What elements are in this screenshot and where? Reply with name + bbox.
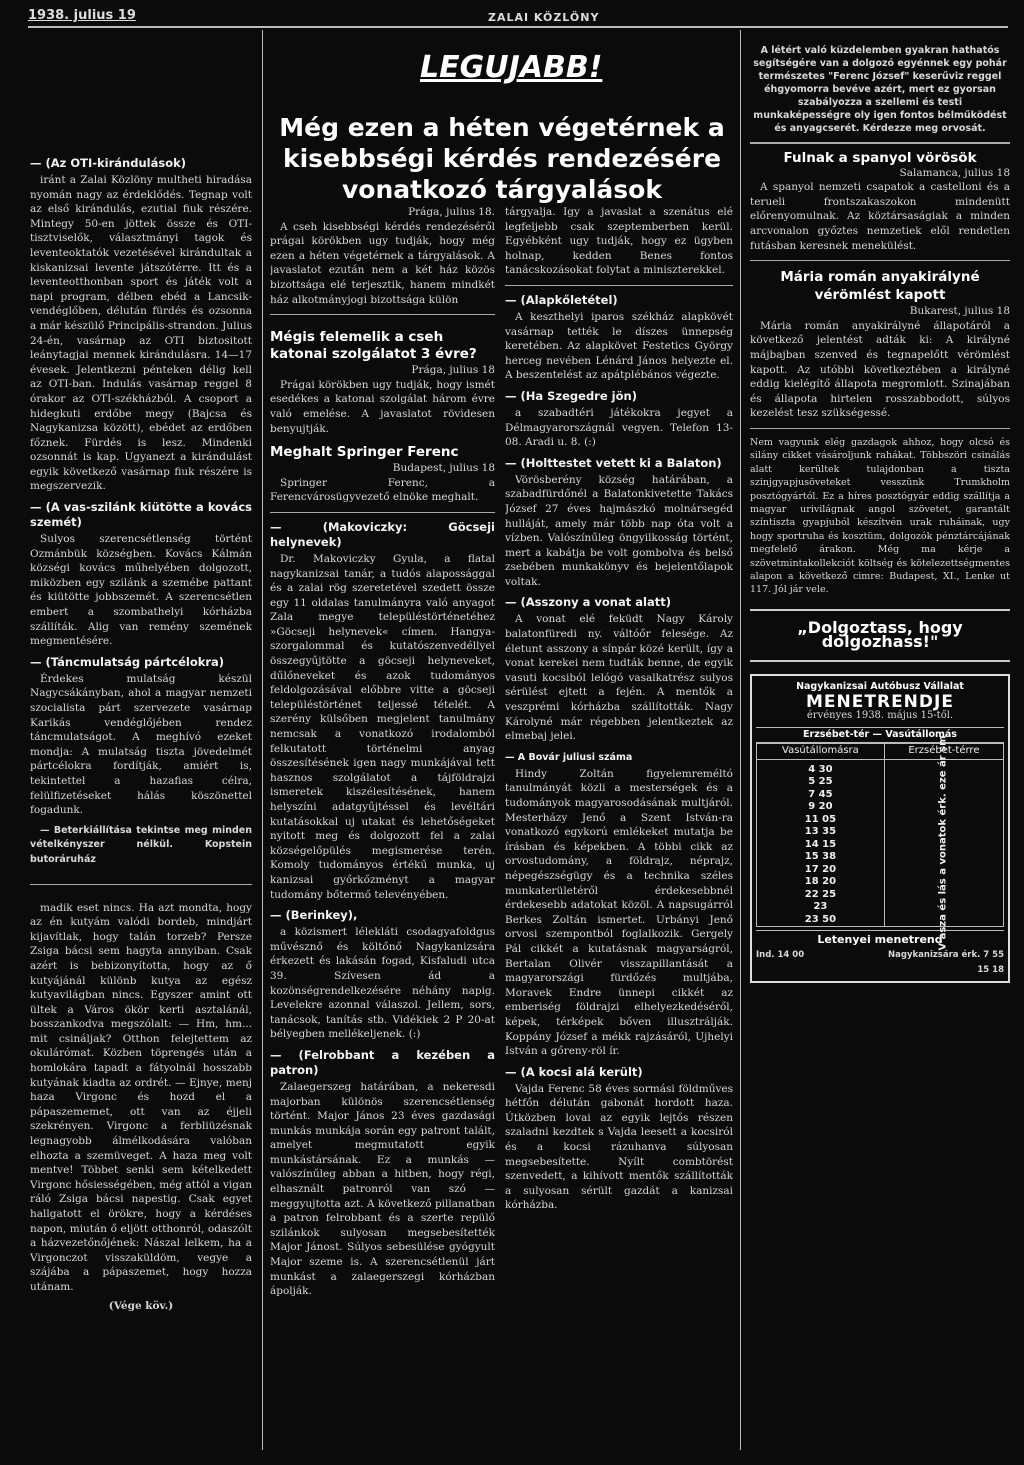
article-title: Meghalt Springer Ferenc [270,444,459,461]
timetable-col-header: Erzsébet-térre [884,744,1003,760]
newspaper-title: ZALAI KÖZLÖNY [488,11,600,24]
furniture-ad: — Beterkiállítása tekintse meg minden vételkényszer nélkül. Kopstein butoráruház [30,824,252,865]
timetable-valid: érvényes 1938. május 15-től. [806,710,954,722]
article-text: Hindy Zoltán figyelemreméltó tanulmányát közli a mesterségek és a tudományok magyarosodásának multjáról. Mesterházy Jenő a Szent István-ra vonatkozó egykorú emlékeket mutatja be írásban és képekben. A többi cikk az orvostudomány, a földrajz, néprajz, népegészségügy és a technika széles munkaterületéről érdekesebbnél érdekesebb adatokat közöl. A napsugárról Berkes Zoltán ismertet. Urbányi Jenő orvosi szempontból foglalkozik. Gergely Pál cikkét a kutatásnak magyarságról, Bertalan Olivér visszapillantását a magyarországi fürdőzés multjába, Moravek Endre ünnepi cikkét az emberiség földrajzi elhelyezkedéséről, képek, térképek bőven illusztrálják. Koppány József a mékk rajzásáról, Ujhelyi István a gőreny-röl ír. [505,767,733,1058]
article-text: A cseh kisebbségi kérdés rendezéséről prágai körökben ugy tudják, hogy még ezen a héten végetérnek a tárgyalások. A javaslatot ezután nem a két ház közös bizottsága elé terjesztik, hanem mindkét ház alkotmányjogi bizottsága külön [270,220,495,306]
timetable-title: MENETRENDJE [806,691,954,712]
timetable-vertical-note: V asza és lás a vonatok érk. eze ár sm [937,735,949,951]
separator [270,314,495,315]
article-text: Vajda Ferenc 58 éves sormási földműves hétfőn délután gabonát hordott haza. Útközben lovai az egyik lejtős részen szaladni kezdtek s Vajda leesett a kocsiról és a kocsi rázuhanva súlyosan megsebesítette. Nyílt combtörést szenvedett, a kihívott mentők szállították a sulyosan sérült gazdát a kanizsai kórházba. [505,1082,733,1212]
article-text: Érdekes mulatság készül Nagycsákányban, ahol a magyar nemzeti szocialista párt szervezete vasárnap Karikás vendéglőjében rendez táncmulatságot. A meghívó ezeket mondja: A mulatság tiszta jövedelmét pártcélokra fordítják, amiért is, tekintettel a hazafias célra, felülfizetéseket hálás köszönettel fogadunk. [30,672,252,817]
article-text: A spanyol nemzeti csapatok a castelloni és a terueli frontszakaszokon mindenütt előrenyomulnak. Az köztársaságiak a minden arcvonalon győztes nemzetiek elől rendetlen futásban keresnek menekülést. [750,181,1010,252]
bus-timetable [750,674,1010,983]
main-headline: Még ezen a héten végetérnek a kisebbségi kérdés rendezésére vonatkozó tárgyalások [279,113,725,204]
letenye-timetable-title: Letenyei menetrend [756,930,1004,948]
column-3 [505,205,733,1460]
dateline: Bukarest, julius 18 [909,305,1010,318]
article-text: tárgyalja. Igy a javaslat a szenátus elé legfeljebb csak szeptemberben kerül. Egyébként ugy tudják, hogy ez ügyben holnap, kedden Benes fontos tanácskozásokat folytat a miniszterekkel. [505,206,733,277]
article-text: a közismert lélekláti csodagyafoldgus művésznő és költőnő Nagykanizsára érkezett és lakásán fogad, Kisfaludi utca 39. Szívesen ád a kozönségrendelkezésére néhány napig. Levelekre azonnal válaszol. Jellem, sors, tanácsok, tanítás stb. Vidékiek 2 P 20-at bélyegben mellékeljenek. (:) [270,926,495,1041]
article-title: — (Makoviczky: Göcseji helynevek) [270,519,495,549]
article-title: Mégis felemelik a cseh katonai szolgálatot 3 évre? [270,329,477,363]
article-title: — (Felrobbant a kezében a patron) [270,1047,495,1077]
article-text: Springer Ferenc, a Ferencvárosügyvezető elnöke meghalt. [270,476,495,504]
article-text: Zalaegerszeg határában, a nekeresdi majorban különös szerencsétlenség történt. Major János 23 éves gazdasági munkás munkája során egy patront talált, amelyet megmutatott egyik munkástársának. Ez a munkás — valószínűleg abban a hitben, hogy régi, elhasznált patronról van szó — meggyujtotta azt. A következő pillanatban a patron felrobbant és a szerte repülő szilánkok sulyosan megsebesítették Major Jánost. Súlyos sebesülése gyógyult Major szeme is. A szerencsétlenül járt munkást a zalaegerszegi kórházban ápolják. [270,1080,495,1298]
mineral-water-ad: A létért való küzdelemben gyakran hathatós segítségére van a dolgozó egyénnek egy pohár természetes "Ferenc József" keserűviz reggel éhgyomorra bevéve azért, mert ez gyorsan szabályozza a szellemi és testi munkaképességre oly igen fontos bélműködést és anyagcserét. Kérdezze meg orvosát. [753,45,1007,134]
article-text: A vonat elé feküdt Nagy Károly balatonfüredi ny. váltóőr felesége. Az életunt asszony a sínpár közé került, így a vonat kerekei nem tudták benne, de egyik vasuti kocsiból lelógó vasalkatrész sulyos sérülést ejtett a fején. A mentők a veszprémi kórházba szállították. Nagy Károlyné már régebben jelentkeztek az elmebaj jelei. [505,613,733,743]
letenye-timetable-row: Ind. 14 00 Nagykanizsára érk. 7 55 15 18 [756,950,1004,975]
separator [30,884,252,885]
separator [270,512,495,513]
article-title: — (Holttestet vetett ki a Balaton) [505,455,722,470]
article-title: — (A vas-szilánk kiütötte a kovács szemét) [30,500,252,530]
column-4 [750,44,1010,1454]
article-title: — (Asszony a vonat alatt) [505,595,671,610]
separator [750,428,1010,429]
article-title: — (Az OTI-kirándulások) [30,156,187,170]
article-text: iránt a Zalai Közlöny multheti hiradása nyomán nagy az érdeklődés. Tegnap volt az első kirándulás, ezutial fiuk részére. Mintegy 50-en jöttek össze és OTI-tisztviselők, választmányi tagok és leventeoktatók vezetésével kirándultak a kiskanizsai levente játszótérre. Itt és a leventeotthonban sport és játék volt a napi program, délben ebéd a Lancsik-vendéglőben, délután fürdés és ozsonna a már készülő Principális-strandon. Julius 24-én, vasárnap az OTI biztositott leánytagjai mennek kirándulásra. 14—17 évesek. Jelentkezni pénteken délig kell az OTI-ban. Indulás vasárnap reggel 8 órakor az OTI-székházból. A csoport a hidegkuti erdőbe megy (Bajcsa és Nagykanizsa között), ebédet az erdőben főznek. Fürdés is lesz. Mindenki ozsonnát is kap. Ugyanezt a kirándulást egyik következő vasárnap fiuk részére is megszervezik. [30,174,252,493]
article-text: Sulyos szerencsétlenség történt Ozmánbük községben. Kovács Kálmán községi kovács műhelyében dolgozott, miközben egy szilánk a szemébe pattant és kiütötte jobbszemét. A szerencsétlen embert a szombathelyi kórházba szállíták. Alig van remény szemének megmentésére. [30,533,252,648]
article-title: Mária román anyakirályné vérömlést kapott [780,269,980,304]
separator [505,285,733,286]
article-title: — (Ha Szegedre jön) [505,388,637,403]
column-2 [270,205,495,1460]
timetable-route: Erzsébet-tér — Vasútállomás [756,727,1004,744]
article-text: Vörösberény község határában, a szabadfürdőnél a Balatonkivetette Takács József 27 éves hajmászkó molnársegéd hulláját, amely már több nap óta volt a vízben. Valószínűleg öngyilkosság történt, mert a kabátja be volt gombolva és belső zsebében munkakönyv és bejelentőlapok voltak. [505,473,733,588]
dateline: Prága, julius 18 [411,364,495,377]
story-continuation: (Vége köv.) [108,1299,174,1312]
column-divider [262,30,263,1450]
textile-ad: Nem vagyunk elég gazdagok ahhoz, hogy olcsó és silány cikket vásároljunk rahákat. Többszöri csinálás alatt kerültek tulajdonban a tiszta szinjgyapjusöveteket vesszünk Trumkholm posztógyártól. Ez a híres posztógyár eddig szállítja a magyar urivilágnak angol szövetet, garantált színtiszta gyapjuból készítvén urak ruháinak, ugy hogy sportruha és kosztüm, dolgozók pénztárcájának megfelelő árakon. Még ma kérje a szövetmintakollekciót költség és kötelezettségmentes alapon a következő cimre: Budapest, XI., Lenke ut 117. Jól jár vele. [750,436,1010,596]
article-text: Dr. Makoviczky Gyula, a flatal nagykanizsai tanár, a tudós alapossággal és a zalai rög szeretetével szedett össze egy 11 oldalas tanulmányra való anyagot Zala megye településtörténetéhez »Göcseji helynevek« címen. Hangya-szorgalommal és kutatószenvedéllyel összegyűjtötte a göcseji helyneveket, dűlőneveket és azok tudományos feldolgozásával előbbre vitte a göcseji településtörténet teljessé tételét. A szerény külsőben megjelent tanulmány nemcsak a vonatkozó irodalomból felkutatott történelmi anyag összesítésének igen nagy munkájával tett hasznos szolgálatot a tájföldrajzi ismeretek kiszélesítésének, hanem helyszíni adatgyűjtéssel és levéltári kutatásokkal uj utakat és lehetőségeket nyitott meg és dolgozott fel a zalai községelőpülés megismerése terén. Komoly tudományos értékű munka, uj kanizsai győrkőzményt a magyar tudomány bőtermő televényében. [270,552,495,901]
article-title: — (A kocsi alá került) [505,1064,643,1079]
article-text: Mária román anyakirályné állapotáról a következő jelentést adták ki: A királyné májbajban szenved és tegnapelőtt vérömlést kapott. Az utóbbi következtében a királyné eddig kielégítő állapota megromlott. Szinajában és állapota hirtelen rosszabbodott, súlyos kezelést tesz szükségessé. [750,319,1010,420]
article-title: Fulnak a spanyol vörösök [783,150,977,166]
dateline: Budapest, julius 18 [392,462,495,475]
article-title: — (Táncmulatság pártcélokra) [30,654,225,669]
column-1 [30,150,252,1460]
article-title: — A Bovár juliusi száma [505,751,633,763]
separator [750,260,1010,261]
article-title: — (Alapkőletétel) [505,292,618,307]
legujabb-logo: LEGUJABB! [420,50,603,85]
article-text: a szabadtéri játékokra jegyet a Délmagyarországnál vegyen. Telefon 13-08. Aradi u. 8. (:) [505,406,733,449]
article-text: Prágai körökben ugy tudják, hogy ismét esedékes a katonai szolgálat három évre való emelése. A javaslatot rövidesen benyujtják. [270,378,495,435]
issue-date: 1938. julius 19 [28,8,136,23]
header-rule [28,26,1008,28]
dateline: Salamanca, julius 18 [899,166,1010,179]
serial-story-text: madik eset nincs. Ha azt mondta, hogy az én kutyám valódi bordeb, mindjárt kijavítlak, hogy talán torzeb? Persze Zsiga bácsi sem hagyta annyiban. Csak azért is bebizonyította, hogy az ő kutyájánál különb kutya az egész kutyavilágban nincs. Egyszer amint ott ültek a Város ökör kerti asztalánál, bosszankodva megszólalt: — Hm, hm... mit csináljak? Otthon felejtettem az okulárómat. Közben töprengés után a homlokára tapadt a fátyolnál hosszabb kutyának kiadta az ordrét. — Ejnye, menj haza Virgonc és hozd el a pápaszememet, ott van az éjjeli szekrényen. Virgonc a ferbliüzésnak legnagyobb álmélkodására valóban elhozta a szemüveget. A haza meg volt mentve! Többet senki sem kételkedett Virgonc hősiességében, még attól a vigan ráló Zsiga bácsi napestig. Csak egyet hallgatott el örökre, hogy a kérdéses napon, miután ő eljött otthonról, odaszólt a házvezetőnőjének: Nászal lelkem, ha a Virgonczot visszaküldöm, vegye a szájába a pápaszemet, hogy hozza utánam. [30,901,252,1293]
dateline: Prága, julius 18. [408,206,495,218]
column-divider [740,30,741,1450]
timetable-col-header: Vasútállomásra [757,744,885,760]
page-header [28,6,1004,26]
separator [750,142,1010,144]
dolgoztass-ad: „Dolgoztass, hogy dolgozhass!" [750,609,1010,662]
article-title: — (Berinkey), [270,908,358,923]
timetable-times: 4 30 5 25 7 45 9 20 11 05 13 35 14 15 15 38 17 20 18 20 22 25 23 23 50 [757,759,885,927]
timetable-company: Nagykanizsai Autóbusz Vállalat [796,680,964,692]
article-text: A keszthelyi iparos székház alapkövét vasárnap tették le díszes ünnepség keretében. Az alapkövet Festetics György herceg nevében Lénárd János helyezte el. A beszentelést az apátplébános végezte. [505,310,733,382]
